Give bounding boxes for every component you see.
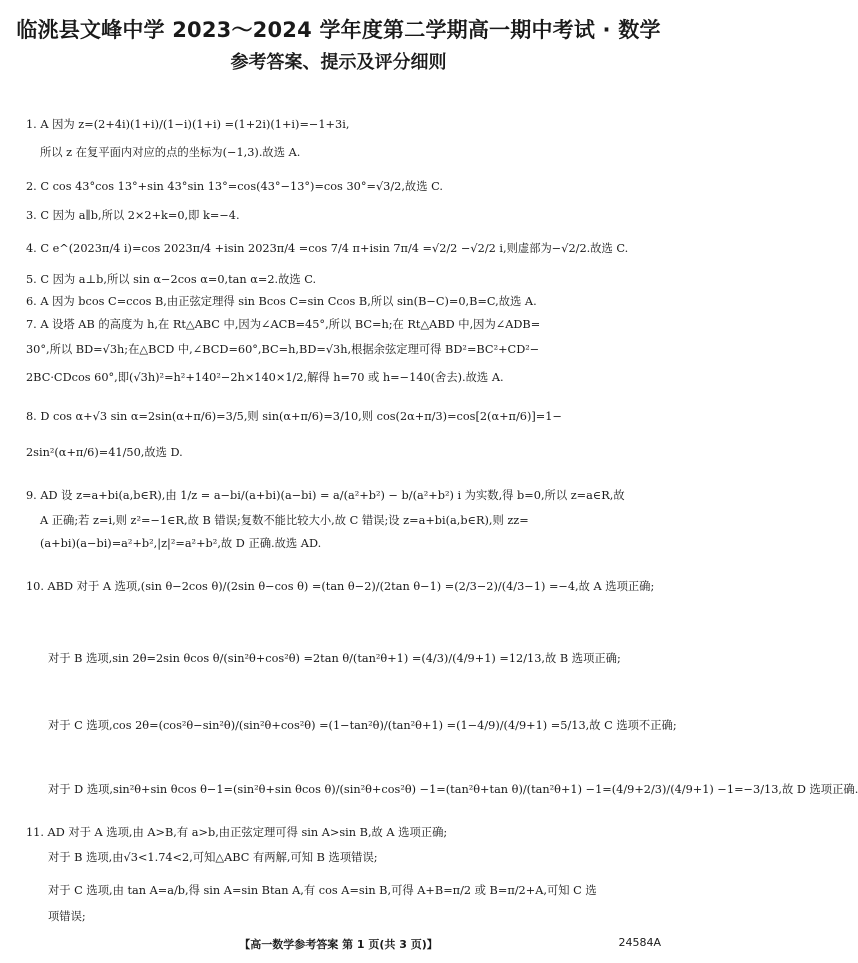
text-line-content: 8. D cos α+√3 sin α=2sin(α+π/6)=3/5,则 sin(α+π/6)=3/10,则 cos(2α+π/3)=cos[2(α+π/6)]=1−	[26, 410, 562, 423]
text-line-content: 10. ABD 对于 A 选项,(sin θ−2cos θ)/(2sin θ−cos θ) =(tan θ−2)/(2tan θ−1) =(2/3−2)/(4/3−1) =−4,故 A 选项正确;	[26, 580, 655, 593]
text-line-content: 项错误;	[48, 910, 86, 923]
text-line	[0, 242, 677, 256]
text-line-content: 对于 C 选项,由 tan A=a/b,得 sin A=sin Btan A,有 cos A=sin B,可得 A+B=π/2 或 B=π/2+A,可知 C 选	[48, 884, 597, 897]
text-line	[0, 273, 677, 287]
text-line-content: 9. AD 设 z=a+bi(a,b∈R),由 1/z = a−bi/(a+bi)(a−bi) = a/(a²+b²) − b/(a²+b²) i 为实数,得 b=0,所以 z=a∈R,故	[26, 489, 625, 502]
page-title: 临洮县文峰中学 2023～2024 学年度第二学期高一期中考试 · 数学	[16, 18, 661, 42]
text-line	[0, 209, 677, 223]
text-line	[0, 318, 677, 332]
text-line	[0, 446, 677, 460]
text-line	[0, 652, 677, 666]
text-line-content: 5. C 因为 a⊥b,所以 sin α−2cos α=0,tan α=2.故选 C.	[26, 273, 317, 286]
text-line-content: 7. A 设塔 AB 的高度为 h,在 Rt△ABC 中,因为∠ACB=45°,所以 BC=h;在 Rt△ABD 中,因为∠ADB=	[26, 318, 541, 331]
text-line-content: 对于 B 选项,由√3<1.74<2,可知△ABC 有两解,可知 B 选项错误;	[48, 851, 378, 864]
text-line-content: 1. A 因为 z=(2+4i)(1+i)/(1−i)(1+i) =(1+2i)(1+i)=−1+3i,	[26, 118, 350, 131]
text-line-content: 所以 z 在复平面内对应的点的坐标为(−1,3).故选 A.	[40, 146, 301, 159]
text-line	[0, 371, 677, 385]
text-line-content: 4. C e^(2023π/4 i)=cos 2023π/4 +isin 2023π/4 =cos 7/4 π+isin 7π/4 =√2/2 −√2/2 i,则虚部为−√2/2.故选 C.	[26, 242, 629, 255]
text-line-content: 对于 C 选项,cos 2θ=(cos²θ−sin²θ)/(sin²θ+cos²θ) =(1−tan²θ)/(tan²θ+1) =(1−4/9)/(4/9+1) =5/13,故 C 选项不正确;	[48, 719, 677, 732]
text-line	[0, 910, 677, 924]
text-line-content: A 正确;若 z=i,则 z²=−1∈R,故 B 错误;复数不能比较大小,故 C 错误;设 z=a+bi(a,b∈R),则 zz=	[40, 514, 529, 527]
page-subtitle: 参考答案、提示及评分细则	[230, 52, 447, 73]
text-line	[0, 851, 677, 865]
text-line-content: 30°,所以 BD=√3h;在△BCD 中,∠BCD=60°,BC=h,BD=√3h,根据余弦定理可得 BD²=BC²+CD²−	[26, 343, 540, 356]
text-line	[0, 826, 677, 840]
text-line	[0, 410, 677, 424]
text-line-content: 对于 D 选项,sin²θ+sin θcos θ−1=(sin²θ+sin θcos θ)/(sin²θ+cos²θ) −1=(tan²θ+tan θ)/(tan²θ+1) −1=(4/9+2/3)/(4/9+1) −1=−3/13,故 D 选项正确.	[48, 783, 858, 796]
text-line-content: 11. AD 对于 A 选项,由 A>B,有 a>b,由正弦定理可得 sin A>sin B,故 A 选项正确;	[26, 826, 448, 839]
text-line	[0, 146, 677, 160]
text-line	[0, 118, 677, 132]
text-line	[0, 295, 677, 309]
text-line	[0, 489, 677, 503]
text-line-content: 6. A 因为 bcos C=ccos B,由正弦定理得 sin Bcos C=sin Ccos B,所以 sin(B−C)=0,B=C,故选 A.	[26, 295, 537, 308]
text-line	[0, 884, 677, 898]
text-line	[0, 343, 677, 357]
text-line	[0, 783, 858, 797]
text-line-content: (a+bi)(a−bi)=a²+b²,|z|²=a²+b²,故 D 正确.故选 AD.	[40, 537, 322, 550]
text-line-content: 2sin²(α+π/6)=41/50,故选 D.	[26, 446, 183, 459]
footer-page-label: 【高一数学参考答案 第 1 页(共 3 页)】	[239, 938, 438, 951]
text-line	[0, 514, 677, 528]
footer-code: 24584A	[618, 936, 661, 949]
text-line	[0, 180, 677, 194]
text-line-content: 对于 B 选项,sin 2θ=2sin θcos θ/(sin²θ+cos²θ) =2tan θ/(tan²θ+1) =(4/3)/(4/9+1) =12/13,故 B 选项正确;	[48, 652, 621, 665]
text-line-content: 2. C cos 43°cos 13°+sin 43°sin 13°=cos(43°−13°)=cos 30°=√3/2,故选 C.	[26, 180, 443, 193]
text-line	[0, 537, 677, 551]
text-line	[0, 580, 677, 594]
text-line-content: 2BC·CDcos 60°,即(√3h)²=h²+140²−2h×140×1/2,解得 h=70 或 h=−140(舍去).故选 A.	[26, 371, 504, 384]
text-line	[0, 719, 677, 733]
text-line-content: 3. C 因为 a∥b,所以 2×2+k=0,即 k=−4.	[26, 209, 240, 222]
